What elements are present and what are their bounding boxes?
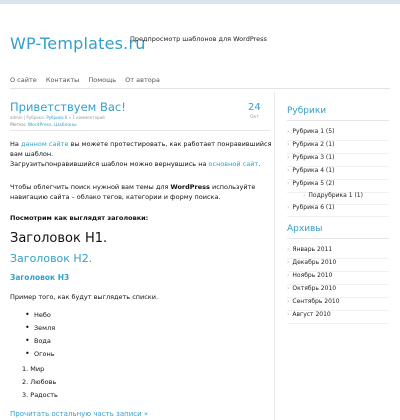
text: . bbox=[258, 160, 261, 168]
nav-item-contacts[interactable]: Контакты bbox=[45, 76, 80, 84]
category-label: Рубрика 5 (2) bbox=[292, 180, 335, 187]
archive-label: Декабрь 2010 bbox=[292, 259, 337, 266]
ordered-list-item: 2. Любовь bbox=[22, 378, 57, 386]
sidebar-archive-item[interactable] bbox=[287, 246, 389, 259]
list-item: • Небо bbox=[34, 311, 51, 319]
sidebar-category-item[interactable] bbox=[287, 141, 389, 154]
heading-h2: Заголовок Н2. bbox=[10, 252, 93, 265]
sidebar-archive-item[interactable] bbox=[287, 259, 389, 272]
site-description: Предпросмотр шаблонов для WordPress bbox=[130, 35, 267, 43]
archive-label: Январь 2011 bbox=[292, 246, 333, 253]
nav-item-help[interactable]: Помощь bbox=[88, 76, 117, 84]
post-meta-category[interactable]: Рубрика 6 bbox=[46, 115, 68, 120]
category-label: Рубрика 3 (1) bbox=[292, 154, 335, 161]
ordered-list-item: 1. Мир bbox=[22, 365, 45, 373]
category-label: Рубрика 6 (1) bbox=[292, 204, 335, 211]
sidebar-archive-item[interactable] bbox=[287, 298, 389, 311]
sidebar-archive-item[interactable] bbox=[287, 311, 389, 324]
archive-label: Август 2010 bbox=[292, 311, 331, 318]
list-item: • Земля bbox=[34, 324, 55, 332]
chevron-right-icon: › bbox=[287, 180, 290, 187]
text: Чтобы облегчить поиск нужной вам темы для bbox=[10, 183, 169, 191]
chevron-right-icon: › bbox=[287, 167, 290, 174]
widget-title-categories: Рубрики bbox=[287, 106, 327, 116]
text: используйте навигацию сайта – облако тегов, категории и форму поиска. bbox=[10, 183, 256, 201]
category-label: Подрубрика 1 (1) bbox=[308, 192, 363, 199]
paragraph-lists: Пример того, как будут выглядеть списки. bbox=[10, 293, 159, 301]
chevron-right-icon: › bbox=[287, 246, 290, 253]
chevron-right-icon: › bbox=[303, 192, 306, 199]
paragraph-intro bbox=[10, 139, 272, 169]
chevron-right-icon: › bbox=[287, 204, 290, 211]
post-divider bbox=[10, 130, 270, 131]
category-label: Рубрика 1 (5) bbox=[292, 128, 335, 135]
sidebar-category-item[interactable] bbox=[287, 204, 389, 217]
chevron-right-icon: › bbox=[287, 298, 290, 305]
archive-label: Сентябрь 2010 bbox=[292, 298, 340, 305]
site-title[interactable]: WP-Templates.ru bbox=[10, 34, 146, 53]
nav-item-about[interactable]: О сайте bbox=[10, 76, 37, 84]
sidebar-category-item[interactable] bbox=[287, 167, 389, 180]
widget-divider bbox=[287, 120, 389, 121]
category-label: Рубрика 2 (1) bbox=[292, 141, 335, 148]
chevron-right-icon: › bbox=[287, 272, 290, 279]
widget-title-archives: Архивы bbox=[287, 224, 323, 234]
heading-h1: Заголовок Н1. bbox=[10, 231, 108, 246]
heading-h3: Заголовок Н3 bbox=[10, 273, 70, 282]
chevron-right-icon: › bbox=[287, 141, 290, 148]
archive-label: Октябрь 2010 bbox=[292, 285, 337, 292]
chevron-right-icon: › bbox=[287, 311, 290, 318]
text: вы можете протестировать, как работает понравившийся вам шаблон. bbox=[10, 140, 272, 158]
post-date-month: Окт bbox=[250, 115, 259, 120]
paragraph-search bbox=[10, 182, 272, 202]
chevron-right-icon: › bbox=[287, 259, 290, 266]
sidebar-category-item[interactable] bbox=[287, 154, 389, 167]
post-title[interactable]: Приветствуем Вас! bbox=[10, 100, 126, 114]
nav-item-author[interactable]: От автора bbox=[125, 76, 160, 84]
post-tags bbox=[10, 123, 77, 128]
sidebar-category-item[interactable] bbox=[287, 128, 389, 141]
post-meta bbox=[10, 115, 105, 120]
main-nav bbox=[10, 76, 390, 88]
text: На bbox=[10, 140, 19, 148]
chevron-right-icon: › bbox=[287, 154, 290, 161]
sidebar bbox=[274, 92, 400, 420]
post-tags-prefix: Метки: bbox=[10, 123, 27, 128]
list-item: • Огонь bbox=[34, 350, 55, 358]
archive-label: Ноябрь 2010 bbox=[292, 272, 333, 279]
post-meta-prefix: admin | Рубрика: bbox=[10, 115, 46, 120]
link-this-site[interactable]: данном сайте bbox=[20, 140, 69, 148]
site-header bbox=[10, 34, 390, 64]
post-date-day: 24 bbox=[248, 102, 261, 113]
category-label: Рубрика 4 (1) bbox=[292, 167, 335, 174]
sidebar-archive-item[interactable] bbox=[287, 285, 389, 298]
text: Загрузитьпонравившийся шаблон можно вернувшись на bbox=[10, 160, 207, 168]
nav-divider bbox=[10, 88, 390, 89]
sidebar-archive-item[interactable] bbox=[287, 272, 389, 285]
chevron-right-icon: › bbox=[287, 285, 290, 292]
chevron-right-icon: › bbox=[287, 128, 290, 135]
top-bar bbox=[0, 0, 400, 4]
widget-divider bbox=[287, 238, 389, 239]
post-meta-comments[interactable]: » 1 комментарий bbox=[68, 115, 105, 120]
link-main-site[interactable]: основной сайт bbox=[208, 160, 259, 168]
read-more-link[interactable]: Прочитать остальную часть записи » bbox=[10, 410, 149, 418]
ordered-list-item: 3. Радость bbox=[22, 391, 58, 399]
list-item: • Вода bbox=[34, 337, 51, 345]
post-tags-links[interactable]: WordPress, Шаблоны bbox=[27, 123, 77, 128]
text-bold: Посмотрим как выглядят заголовки: bbox=[10, 214, 149, 222]
text-bold: WordPress bbox=[170, 183, 210, 191]
paragraph-headings bbox=[10, 213, 272, 223]
